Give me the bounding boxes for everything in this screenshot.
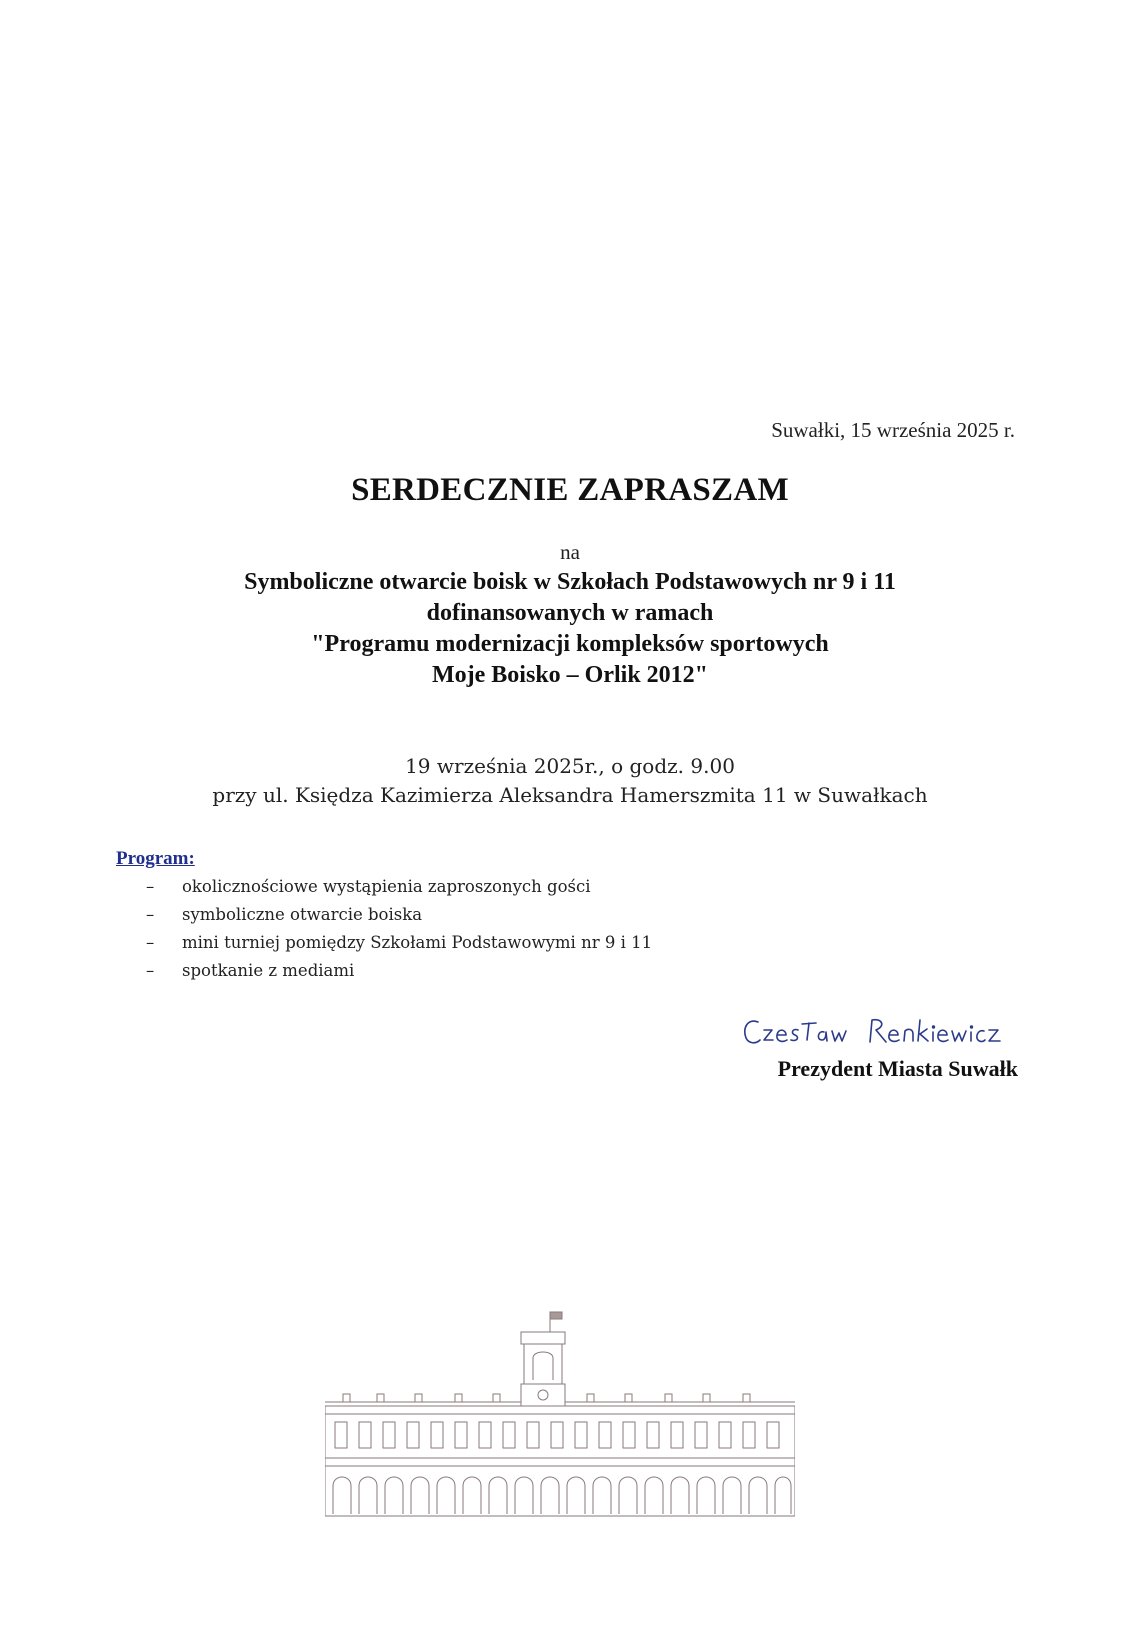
event-address: przy ul. Księdza Kazimierza Aleksandra Hamerszmita 11 w Suwałkach	[212, 783, 928, 807]
event-title-line: dofinansowanych w ramach	[426, 600, 714, 626]
program-item-text: mini turniej pomiędzy Szkołami Podstawowymi nr 9 i 11	[182, 933, 653, 952]
event-title	[0, 567, 1140, 691]
list-item	[146, 873, 652, 901]
program-label: Program:	[116, 848, 195, 869]
program-list	[146, 873, 652, 985]
list-item	[146, 957, 652, 985]
dash-bullet: –	[146, 905, 155, 924]
invitation-heading: SERDECZNIE ZAPRASZAM	[351, 472, 789, 508]
list-item	[146, 929, 652, 957]
event-date-time: 19 września 2025r., o godz. 9.00	[405, 754, 735, 778]
event-title-line: "Programu modernizacji kompleksów sportowych	[311, 631, 829, 657]
town-hall-drawing	[325, 1310, 795, 1520]
dash-bullet: –	[146, 961, 155, 980]
handwritten-signature	[740, 1012, 1020, 1052]
event-title-line: Moje Boisko – Orlik 2012"	[432, 662, 708, 688]
list-item	[146, 901, 652, 929]
dash-bullet: –	[146, 933, 155, 952]
program-item-text: okolicznościowe wystąpienia zaproszonych gości	[182, 877, 591, 896]
event-details	[0, 752, 1140, 810]
place-date: Suwałki, 15 września 2025 r.	[771, 418, 1015, 442]
program-item-text: symboliczne otwarcie boiska	[182, 905, 423, 924]
program-item-text: spotkanie z mediami	[182, 961, 355, 980]
dash-bullet: –	[146, 877, 155, 896]
event-title-line: Symboliczne otwarcie boisk w Szkołach Podstawowych nr 9 i 11	[244, 569, 896, 595]
connector-text: na	[560, 540, 580, 564]
signatory-title: Prezydent Miasta Suwałk	[777, 1056, 1018, 1081]
